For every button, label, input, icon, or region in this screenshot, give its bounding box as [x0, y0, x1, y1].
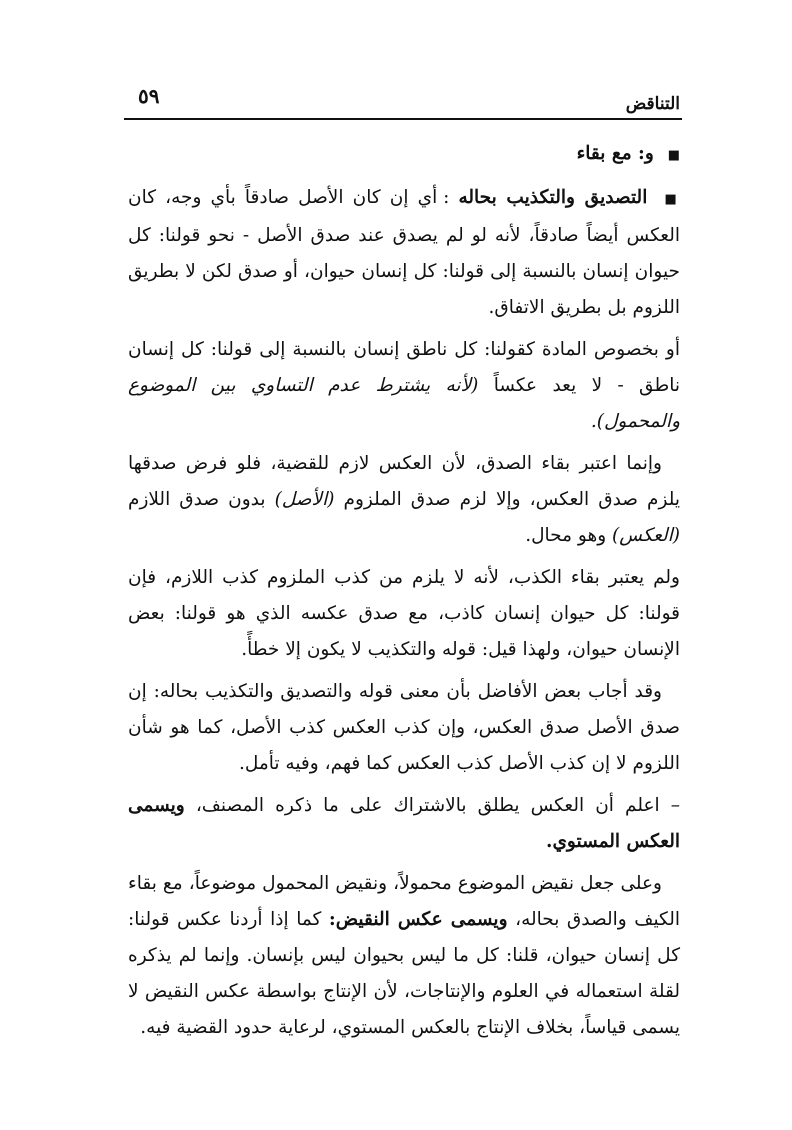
paragraph-7	[128, 788, 680, 860]
page-body	[128, 136, 680, 1052]
paragraph-8	[128, 866, 680, 1046]
page-header	[124, 82, 682, 120]
paragraph-3-text: أو بخصوص المادة كقولنا: كل ناطق إنسان بالنسبة إلى قولنا: كل إنسان ناطق - لا يعد عكساً	[128, 339, 680, 396]
paragraph-2	[128, 180, 680, 326]
page-number: ٥٩	[138, 84, 160, 108]
paragraph-4-text-1: وإنما اعتبر بقاء الصدق، لأن العكس لازم للقضية، فلو فرض صدقها يلزم صدق العكس، وإلا لزم صدق الملزوم	[128, 453, 680, 510]
paragraph-4	[128, 446, 680, 554]
square-bullet-icon: ■	[667, 148, 680, 163]
paragraph-7-text: – اعلم أن العكس يطلق بالاشتراك على ما ذكره المصنف،	[195, 795, 680, 816]
paragraph-1-text: و: مع بقاء	[576, 143, 654, 164]
paragraph-2-heading: التصديق والتكذيب بحاله	[458, 187, 648, 208]
paragraph-4-text-2: بدون صدق اللازم	[128, 489, 266, 510]
paragraph-4-text-3: وهو محال.	[525, 525, 607, 546]
running-title: التناقض	[625, 94, 680, 114]
paragraph-3-italic: (لأنه يشترط عدم التساوي بين الموضوع والمحمول).	[128, 375, 680, 432]
paragraph-3	[128, 332, 680, 440]
paragraph-5	[128, 560, 680, 668]
paragraph-7-bold: ويسمى العكس المستوي.	[128, 795, 680, 852]
paragraph-2-text: : أي إن كان الأصل صادقاً بأي وجه، كان العكس أيضاً صادقاً، لأنه لو لم يصدق عند صدق الأصل - نحو قولنا: كل حيوان إنسان بالنسبة إلى قولنا: كل إنسان حيوان، أو صدق لكن لا بطريق اللزوم بل بطريق الاتفاق.	[128, 187, 680, 318]
paragraph-6-text: وقد أجاب بعض الأفاضل بأن معنى قوله والتصديق والتكذيب بحاله: إن صدق الأصل صدق العكس، وإن كذب العكس كذب الأصل، كما هو شأن اللزوم لا إن كذب الأصل كذب العكس كما فهم، وفيه تأمل.	[128, 681, 680, 774]
paragraph-4-italic-2: (العكس)	[612, 525, 680, 546]
paragraph-8-text-1: وعلى جعل نقيض الموضوع محمولاً، ونقيض المحمول موضوعاً، مع بقاء الكيف والصدق بحاله،	[128, 873, 681, 930]
paragraph-8-text-2: كما إذا أردنا عكس قولنا: كل إنسان حيوان، قلنا: كل ما ليس بحيوان ليس بإنسان. وإنما لم يذكره لقلة استعماله في العلوم والإنتاجات، لأن الإنتاج بواسطة عكس النقيض لا يسمى قياساً، بخلاف الإنتاج بالعكس المستوي، لرعاية حدود القضية فيه.	[128, 909, 680, 1038]
paragraph-8-bold: ويسمى عكس النقيض:	[328, 909, 508, 930]
paragraph-5-text: ولم يعتبر بقاء الكذب، لأنه لا يلزم من كذب الملزوم كذب اللازم، فإن قولنا: كل حيوان إنسان كاذب، مع صدق عكسه الذي هو قولنا: بعض الإنسان حيوان، ولهذا قيل: قوله والتكذيب لا يكون إلا خطأً.	[128, 567, 680, 660]
paragraph-6	[128, 674, 680, 782]
paragraph-1	[128, 136, 680, 174]
square-bullet-icon: ■	[664, 192, 680, 207]
paragraph-4-italic-1: (الأصل)	[274, 489, 335, 510]
